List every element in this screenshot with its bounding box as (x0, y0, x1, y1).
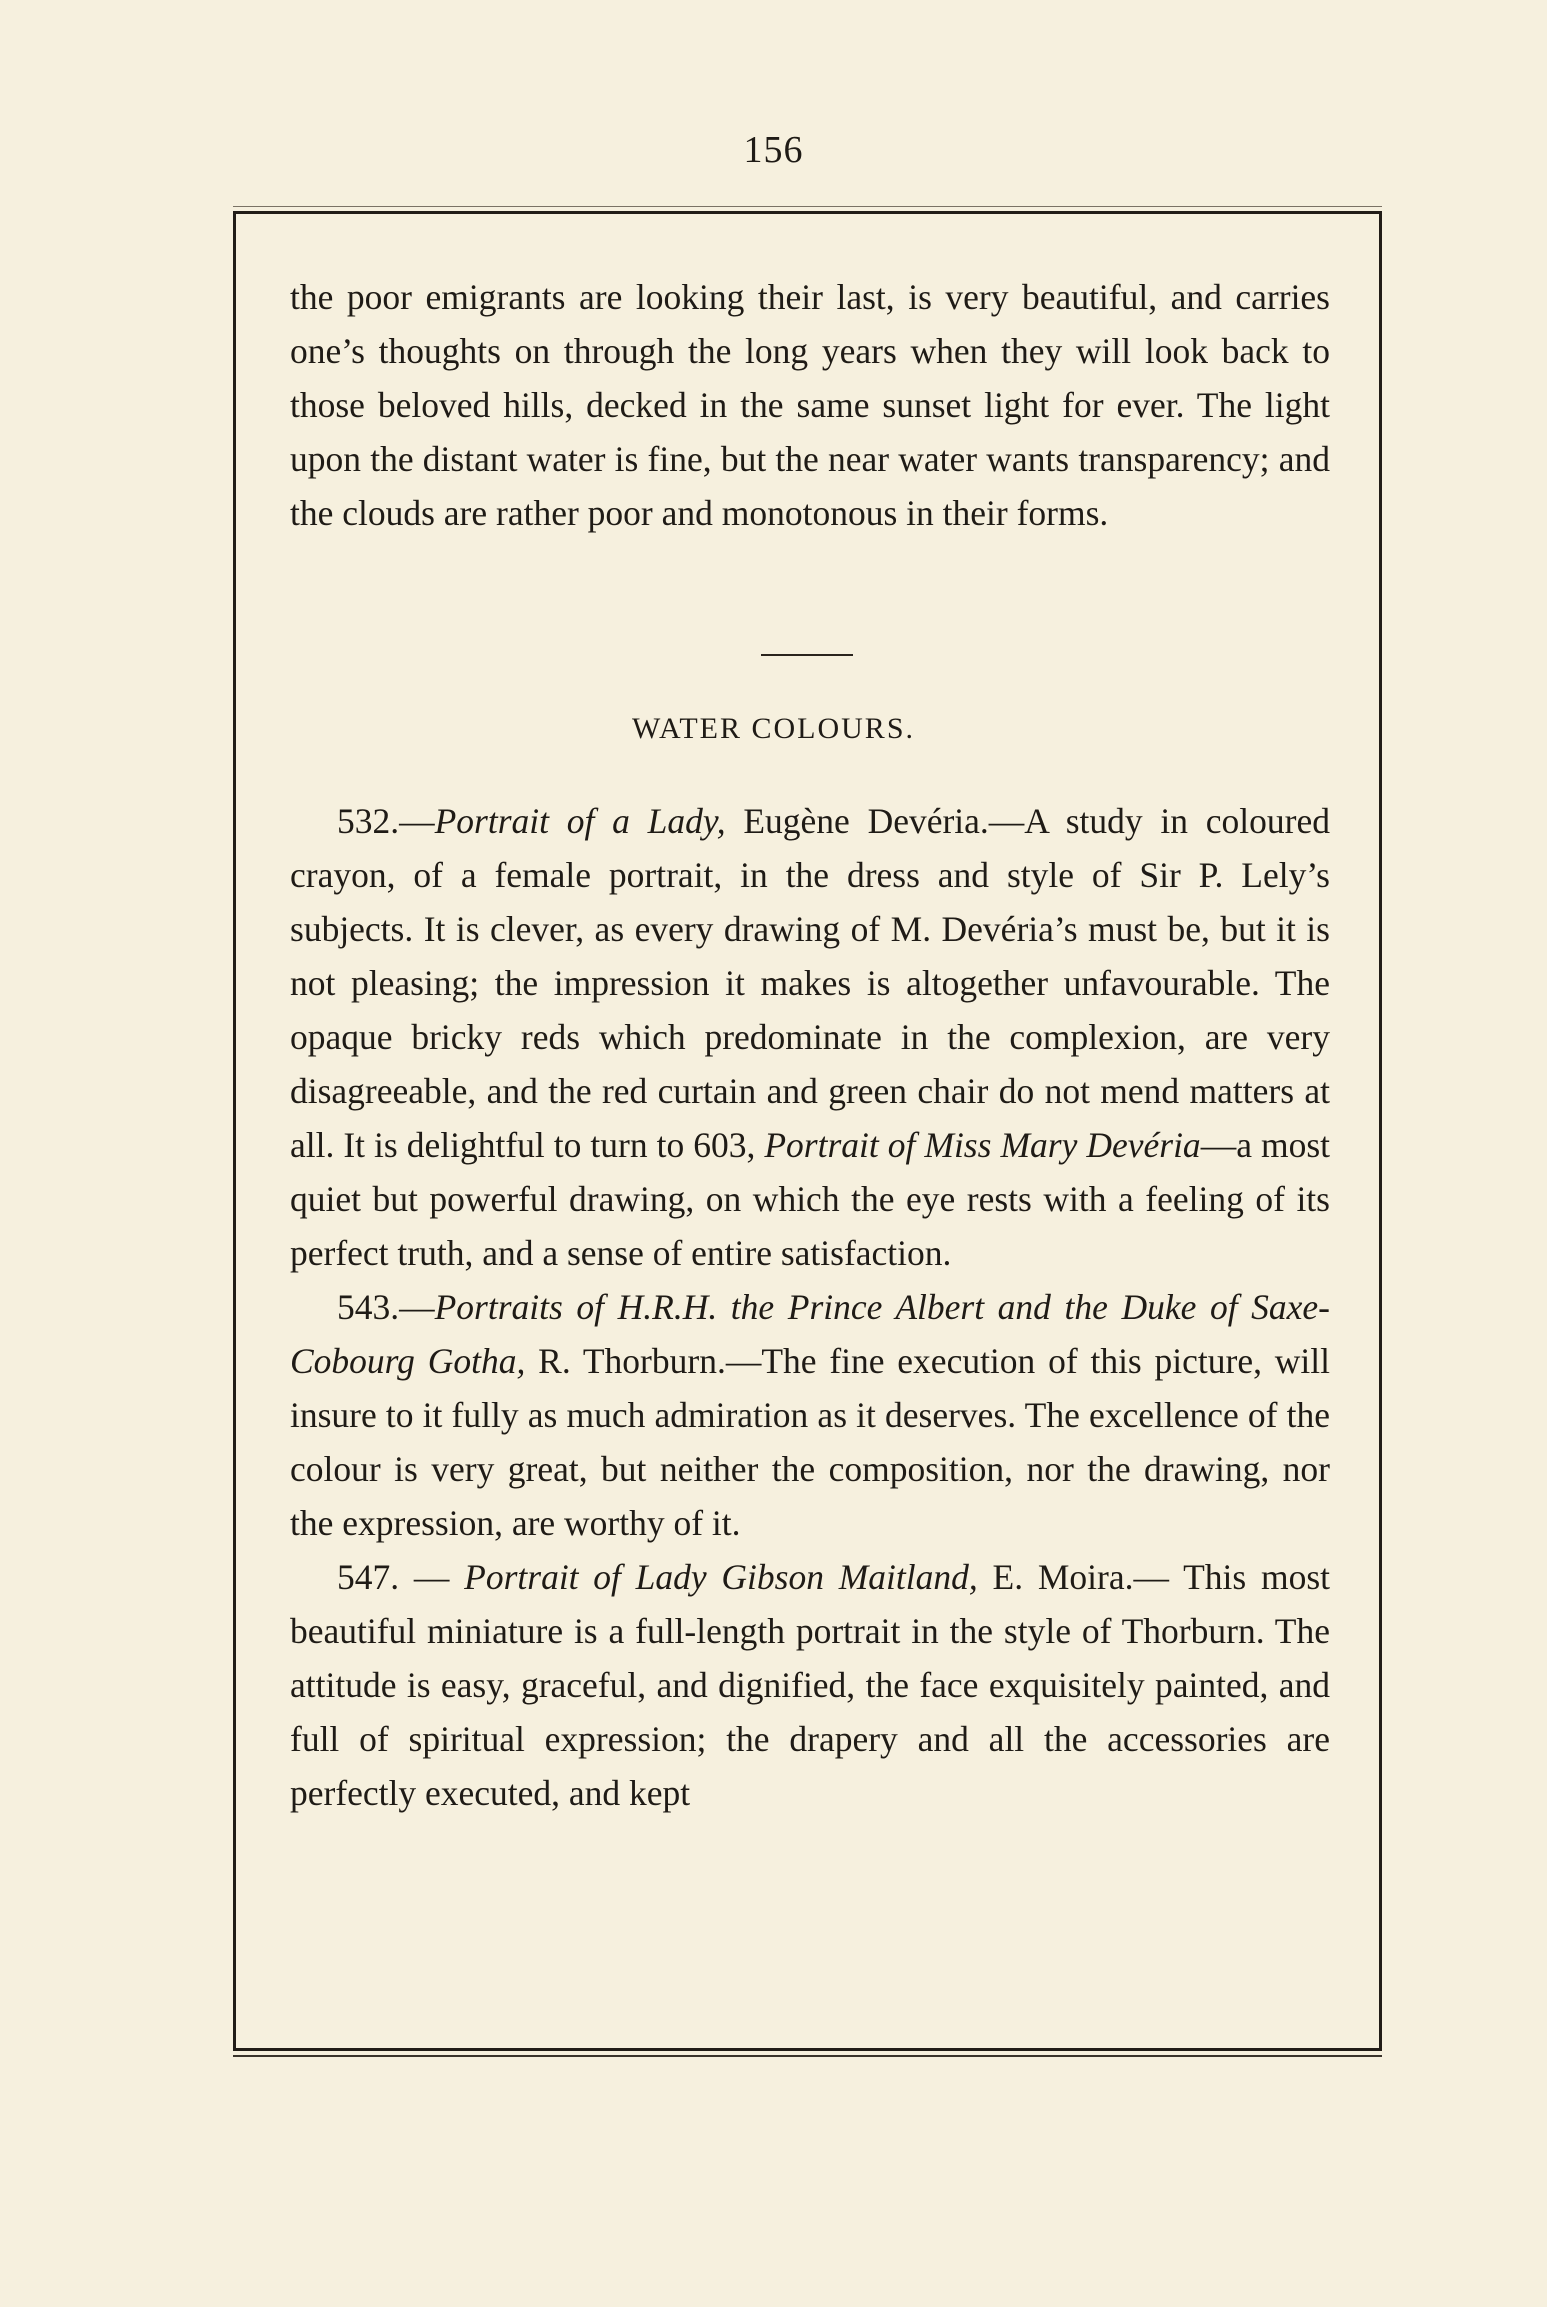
section-heading: WATER COLOURS. (631, 712, 915, 745)
entry-number: 547. — (337, 1557, 465, 1597)
intro-paragraph (290, 270, 1330, 540)
page-number: 156 (743, 129, 804, 171)
entry-body: This most beautiful miniature is a full-length portrait in the style of Thorburn. The attitude is easy, graceful, and dignified, the face exquisitely painted, and full of spiritual expression; the drapery and all the accessories are perfectly executed, and kept (290, 1557, 1331, 1813)
entry-artist: R. Thorburn.— (525, 1341, 762, 1381)
entry-body: The fine execution of this picture, will insure to it fully as much admiration as it deserves. The excellence of the colour is very great, but neither the composition, nor the drawing, nor the expression, are worthy of it. (290, 1341, 1331, 1543)
entry-body-continued: —a most quiet but powerful drawing, on which the eye rests with a feeling of its perfect truth, and a sense of entire satisfaction. (290, 1125, 1330, 1273)
entry-reference-title: Portrait of Miss Mary Devéria (764, 1125, 1201, 1165)
frame-top-shadow (233, 206, 1382, 207)
entry-number: 532.— (337, 801, 435, 841)
entry-artist: E. Moira.— (977, 1557, 1169, 1597)
entry-532 (290, 794, 1330, 1280)
entries-list (290, 794, 1330, 1820)
entry-number: 543.— (337, 1287, 435, 1327)
entry-title: Portrait of a Lady, (434, 801, 726, 841)
entry-547 (290, 1550, 1330, 1820)
section-divider (761, 654, 853, 656)
intro-text: the poor emigrants are looking their last, is very beautiful, and carries one’s thoughts on through the long years when they will look back to those beloved hills, decked in the same sunset light for ever. The light upon the distant water is fine, but the near water wants transparency; and the clouds are rather poor and monotonous in their forms. (290, 277, 1330, 533)
entry-title: Portraits of H.R.H. the Prince Albert and the Duke of Saxe-Cobourg Gotha, (290, 1287, 1330, 1381)
frame-bottom-shadow (233, 2055, 1382, 2057)
entry-body: A study in coloured crayon, of a female portrait, in the dress and style of Sir P. Lely’s subjects. It is clever, as every drawing of M. Devéria’s must be, but it is not pleasing; the impression it makes is altogether unfavourable. The opaque bricky reds which predominate in the complexion, are very disagreeable, and the red curtain and green chair do not mend matters at all. It is delightful to turn to 603, (290, 801, 1330, 1165)
entry-543 (290, 1280, 1330, 1550)
entry-artist: Eugène Devéria.— (725, 801, 1025, 841)
entry-title: Portrait of Lady Gibson Maitland, (464, 1557, 978, 1597)
